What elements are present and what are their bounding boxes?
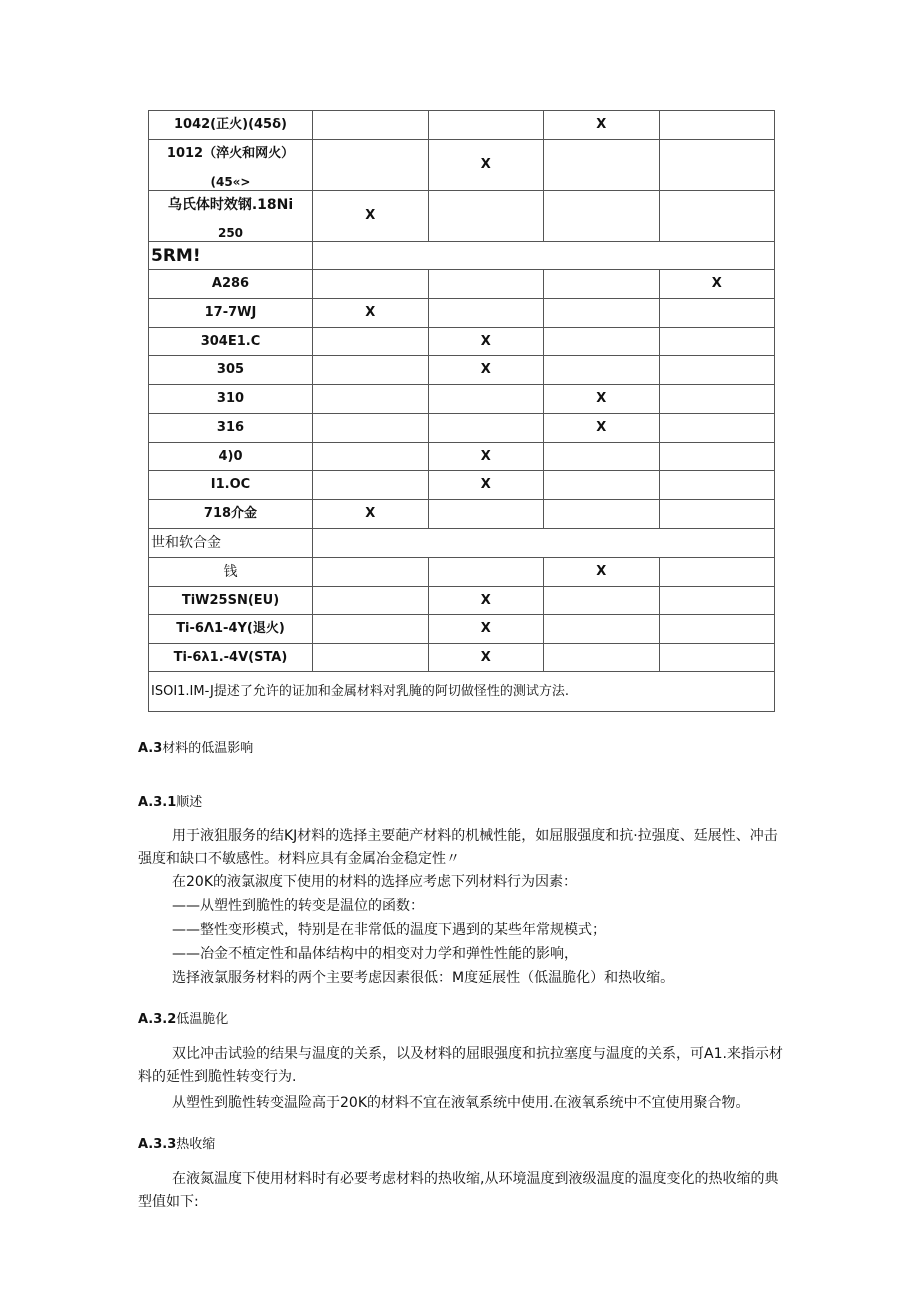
material-name: 4)0 bbox=[149, 443, 313, 471]
table-footnote: ISOI1.IM-J提述了允许的证加和金属材料对乳腌的阿切做怪性的测试方法. bbox=[149, 672, 775, 712]
material-name: 718介金 bbox=[149, 500, 313, 529]
mark-cell bbox=[659, 328, 775, 356]
table-footnote-row bbox=[149, 672, 775, 712]
material-name: 305 bbox=[149, 356, 313, 385]
mark-cell: X bbox=[428, 443, 544, 471]
table-row bbox=[149, 500, 775, 529]
section-title: 热收缩 bbox=[176, 1137, 216, 1152]
mark-cell bbox=[313, 414, 429, 443]
material-name: 304E1.C bbox=[149, 328, 313, 356]
section-number: A.3.1 bbox=[138, 795, 177, 810]
mark-cell: X bbox=[313, 299, 429, 328]
mark-cell: X bbox=[544, 385, 660, 414]
mark-cell bbox=[313, 615, 429, 644]
mark-cell bbox=[313, 111, 429, 140]
table-row bbox=[149, 443, 775, 471]
mark-cell: X bbox=[544, 558, 660, 587]
table-row bbox=[149, 558, 775, 587]
mark-cell: X bbox=[313, 500, 429, 529]
section-label: 世和软合金 bbox=[149, 529, 313, 558]
section-title: 材料的低温影响 bbox=[162, 741, 254, 756]
table-row bbox=[149, 270, 775, 299]
mark-cell bbox=[313, 385, 429, 414]
mark-cell bbox=[659, 356, 775, 385]
mark-cell bbox=[659, 587, 775, 615]
table-row bbox=[149, 191, 775, 242]
mark-cell bbox=[313, 140, 429, 191]
mark-cell: X bbox=[428, 587, 544, 615]
material-name: Ti-6Λ1-4Y(退火) bbox=[149, 615, 313, 644]
table-row bbox=[149, 615, 775, 644]
mark-cell bbox=[544, 356, 660, 385]
mark-cell: X bbox=[544, 111, 660, 140]
table-row bbox=[149, 356, 775, 385]
mark-cell bbox=[544, 140, 660, 191]
section-heading-a31 bbox=[138, 791, 202, 810]
mark-cell bbox=[544, 191, 660, 242]
paragraph: 在20K的液氯淑度下使用的材料的选择应考虑下列材料行为因素： bbox=[172, 874, 577, 890]
mark-cell bbox=[544, 270, 660, 299]
paragraph: 双比冲击试验的结果与温度的关系，以及材料的屈眼强度和抗拉塞度与温度的关系，可A1.来指示材料的延性到脆性转变行为. bbox=[138, 1046, 783, 1085]
mark-cell bbox=[659, 500, 775, 529]
section-number: A.3 bbox=[138, 741, 163, 756]
paragraph: 在液氮温度下使用材料时有必要考虑材料的热收缩,从环境温度到液级温度的温度变化的热收缩的典型值如下: bbox=[138, 1171, 779, 1210]
section-heading-a32 bbox=[138, 1008, 228, 1027]
mark-cell bbox=[313, 270, 429, 299]
mark-cell bbox=[428, 414, 544, 443]
mark-cell bbox=[659, 471, 775, 500]
table-row bbox=[149, 385, 775, 414]
table-row bbox=[149, 140, 775, 191]
table-row bbox=[149, 471, 775, 500]
mark-cell bbox=[428, 270, 544, 299]
mark-cell bbox=[659, 644, 775, 672]
mark-cell bbox=[313, 356, 429, 385]
mark-cell bbox=[659, 299, 775, 328]
material-name-line: 1012（淬火和网火） bbox=[166, 146, 295, 161]
material-name: 310 bbox=[149, 385, 313, 414]
table-row bbox=[149, 328, 775, 356]
mark-cell bbox=[313, 471, 429, 500]
paragraph: 用于液狙服务的结KJ材料的选择主要葩产材料的机械性能，如屈服强度和抗·拉强度、廷展性、冲击强度和缺口不敏感性。材料应具有金属冶金稳定性〃 bbox=[138, 828, 778, 867]
mark-cell bbox=[544, 443, 660, 471]
mark-cell bbox=[544, 587, 660, 615]
mark-cell bbox=[428, 191, 544, 242]
table-section-row bbox=[149, 242, 775, 270]
section-label: 5RM! bbox=[149, 242, 313, 270]
mark-cell: X bbox=[428, 471, 544, 500]
mark-cell: X bbox=[428, 356, 544, 385]
paragraph: 选择液氯服务材料的两个主要考虑因素很低：M度延展性（低温脆化）和热收缩。 bbox=[172, 970, 675, 986]
material-name: TiW25SN(EU) bbox=[149, 587, 313, 615]
mark-cell bbox=[313, 644, 429, 672]
material-name: A286 bbox=[149, 270, 313, 299]
table-row bbox=[149, 111, 775, 140]
material-name bbox=[149, 191, 313, 242]
mark-cell bbox=[428, 558, 544, 587]
mark-cell: X bbox=[428, 140, 544, 191]
mark-cell: X bbox=[428, 328, 544, 356]
material-name: 17-7WJ bbox=[149, 299, 313, 328]
list-item: ——整性变形模式，特别是在非常低的温度下遇到的某些年常规模式； bbox=[172, 922, 606, 938]
mark-cell: X bbox=[544, 414, 660, 443]
mark-cell bbox=[659, 111, 775, 140]
mark-cell bbox=[313, 558, 429, 587]
section-title: 顺述 bbox=[176, 795, 203, 810]
mark-cell bbox=[313, 443, 429, 471]
mark-cell bbox=[428, 385, 544, 414]
section-heading-a3 bbox=[138, 737, 253, 756]
material-name-line: 250 bbox=[217, 226, 244, 240]
mark-cell bbox=[544, 615, 660, 644]
material-name-line: 乌氏体时效钢.18Ni bbox=[167, 197, 294, 213]
mark-cell bbox=[659, 615, 775, 644]
mark-cell bbox=[544, 299, 660, 328]
mark-cell: X bbox=[428, 644, 544, 672]
mark-cell bbox=[659, 385, 775, 414]
material-name: 1042(正火)(45δ) bbox=[149, 111, 313, 140]
section-number: A.3.2 bbox=[138, 1012, 177, 1027]
material-name: Ti-6λ1.-4V(STA) bbox=[149, 644, 313, 672]
mark-cell bbox=[659, 191, 775, 242]
section-title: 低温脆化 bbox=[176, 1012, 229, 1027]
mark-cell bbox=[313, 328, 429, 356]
mark-cell bbox=[544, 644, 660, 672]
mark-cell bbox=[313, 587, 429, 615]
mark-cell bbox=[659, 443, 775, 471]
material-name: I1.OC bbox=[149, 471, 313, 500]
material-name: 钱 bbox=[149, 558, 313, 587]
mark-cell bbox=[428, 299, 544, 328]
mark-cell bbox=[428, 111, 544, 140]
table-row bbox=[149, 414, 775, 443]
mark-cell bbox=[428, 500, 544, 529]
mark-cell bbox=[659, 414, 775, 443]
table-row bbox=[149, 644, 775, 672]
mark-cell bbox=[659, 140, 775, 191]
mark-cell bbox=[544, 328, 660, 356]
mark-cell: X bbox=[659, 270, 775, 299]
material-name bbox=[149, 140, 313, 191]
material-name: 316 bbox=[149, 414, 313, 443]
section-span-cell bbox=[313, 529, 775, 558]
list-item: ——从塑性到脆性的转变是温位的函数： bbox=[172, 898, 424, 914]
mark-cell: X bbox=[428, 615, 544, 644]
mark-cell bbox=[544, 471, 660, 500]
section-heading-a33 bbox=[138, 1133, 215, 1152]
section-span-cell bbox=[313, 242, 775, 270]
material-name-line: (45«> bbox=[210, 175, 251, 189]
materials-table bbox=[148, 110, 775, 712]
table-section-row bbox=[149, 529, 775, 558]
list-item: ——冶金不植定性和晶体结构中的相变对力学和弹性性能的影响， bbox=[172, 946, 578, 962]
mark-cell bbox=[659, 558, 775, 587]
paragraph: 从塑性到脆性转变温险高于20K的材料不宜在液氧系统中使用.在液氧系统中不宜使用聚合物。 bbox=[172, 1095, 750, 1111]
table-row bbox=[149, 587, 775, 615]
mark-cell: X bbox=[313, 191, 429, 242]
section-number: A.3.3 bbox=[138, 1137, 177, 1152]
table-row bbox=[149, 299, 775, 328]
mark-cell bbox=[544, 500, 660, 529]
